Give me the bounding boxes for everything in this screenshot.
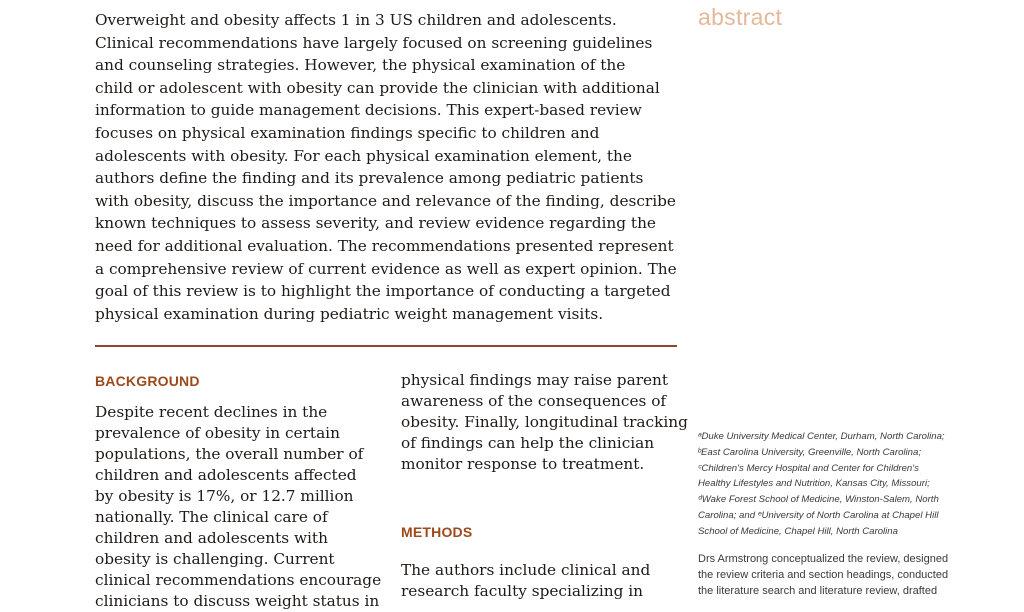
abstract-line: focuses on physical examination findings specific to children and: [95, 123, 600, 142]
abstract-line: goal of this review is to highlight the importance of conducting a targeted: [95, 282, 671, 301]
contributions-note: [698, 552, 998, 599]
methods-line: The authors include clinical and: [401, 561, 651, 579]
abstract-line: information to guide management decisions. This expert-based review: [95, 101, 642, 120]
affiliation-line: Carolina; and ᵉUniversity of North Carolina at Chapel Hill: [698, 509, 939, 521]
background-line: children and adolescents with: [95, 529, 328, 547]
abstract-line: with obesity, discuss the importance and relevance of the finding, describe: [95, 191, 676, 210]
abstract-line: adolescents with obesity. For each physical examination element, the: [95, 146, 632, 165]
background-heading: BACKGROUND: [95, 373, 200, 389]
background-line: clinicians to discuss weight status in: [95, 592, 380, 610]
column2-line: obesity. Finally, longitudinal tracking: [401, 413, 688, 431]
affiliation-line: ᵇEast Carolina University, Greenville, North Carolina;: [698, 446, 922, 458]
abstract-line: known techniques to assess severity, and review evidence regarding the: [95, 214, 656, 233]
abstract-line: need for additional evaluation. The recommendations presented represent: [95, 236, 674, 255]
background-line: prevalence of obesity in certain: [95, 424, 340, 442]
methods-line: research faculty specializing in: [401, 582, 643, 600]
background-line: populations, the overall number of: [95, 445, 364, 463]
contributions-line: the review criteria and section headings, conducted: [698, 568, 949, 581]
affiliation-line: School of Medicine, Chapel Hill, North Carolina: [698, 525, 898, 537]
background-line: obesity is challenging. Current: [95, 550, 335, 568]
column2-line: awareness of the consequences of: [401, 392, 667, 410]
affiliation-line: ᵃDuke University Medical Center, Durham, North Carolina;: [698, 431, 945, 442]
affiliation-line: ᶜChildren's Mercy Hospital and Center for Children's: [698, 462, 919, 474]
abstract-label: abstract: [698, 4, 783, 30]
abstract-line: Overweight and obesity affects 1 in 3 US children and adolescents.: [95, 11, 617, 29]
contributions-line: the literature search and literature review, drafted: [698, 584, 938, 597]
abstract-line: Clinical recommendations have largely focused on screening guidelines: [95, 33, 653, 52]
background-line: nationally. The clinical care of: [95, 508, 328, 526]
abstract-line: authors define the finding and its prevalence among pediatric patients: [95, 169, 644, 188]
section-divider: [95, 345, 677, 347]
methods-text: [401, 560, 676, 602]
abstract-line: a comprehensive review of current evidence as well as expert opinion. The: [95, 259, 677, 278]
abstract-line: physical examination during pediatric weight management visits.: [95, 304, 604, 323]
column2-line: monitor response to treatment.: [401, 455, 645, 473]
background-line: clinical recommendations encourage: [95, 571, 382, 589]
contributions-line: Drs Armstrong conceptualized the review, designed: [698, 553, 949, 565]
background-line: by obesity is 17%, or 12.7 million: [95, 487, 354, 505]
background-line: Despite recent declines in the: [95, 403, 328, 421]
background-text: [95, 402, 382, 612]
abstract-text: [95, 9, 677, 325]
column2-line: of findings can help the clinician: [401, 434, 655, 452]
affiliation-line: Healthy Lifestyles and Nutrition, Kansas City, Missouri;: [698, 478, 930, 490]
background-line: children and adolescents affected: [95, 466, 357, 484]
affiliation-line: ᵈWake Forest School of Medicine, Winston-Salem, North: [698, 494, 939, 506]
methods-heading: METHODS: [401, 524, 473, 540]
abstract-line: and counseling strategies. However, the physical examination of the: [95, 56, 626, 75]
affiliations: [698, 429, 988, 540]
column2-line: physical findings may raise parent: [401, 371, 669, 389]
column2-text: [401, 370, 688, 475]
abstract-line: child or adolescent with obesity can provide the clinician with additional: [95, 78, 660, 97]
